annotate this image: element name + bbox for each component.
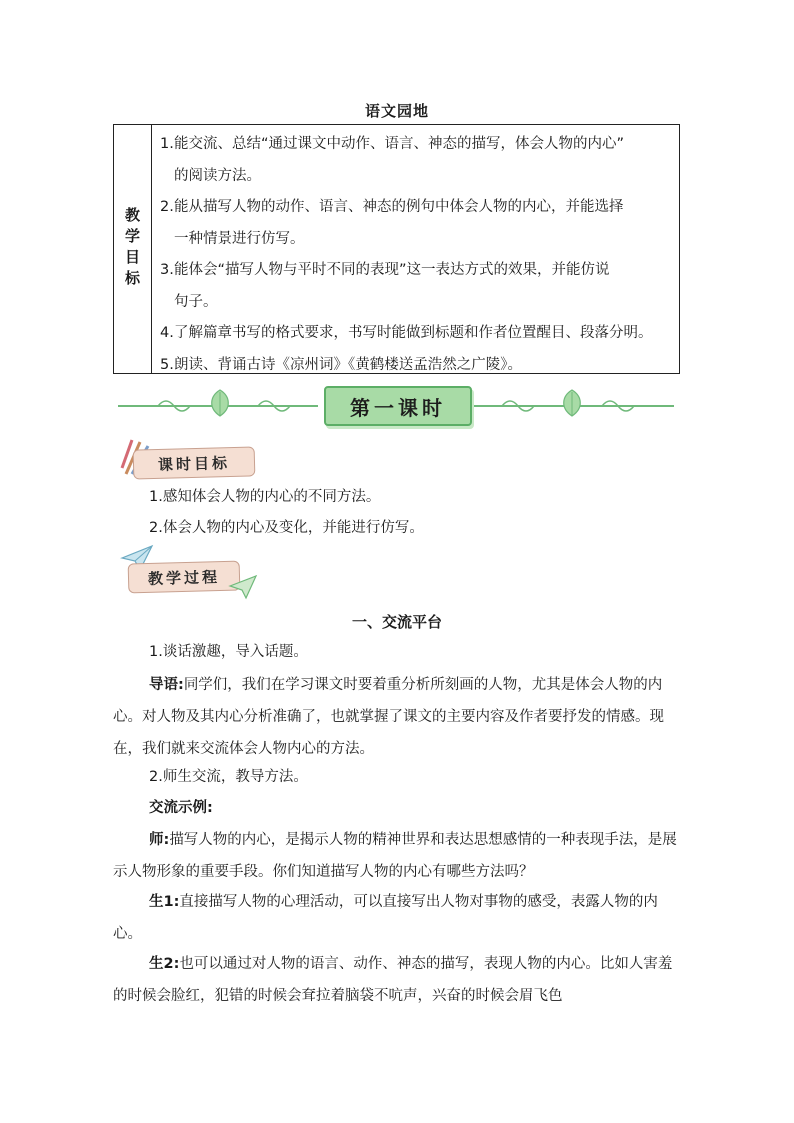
- paper-plane-icon: [228, 574, 258, 600]
- objective-number: 1.: [160, 136, 174, 152]
- objective-line: 朗读、背诵古诗《凉州词》《黄鹤楼送孟浩然之广陵》。: [174, 356, 522, 373]
- dialogue-text: 描写人物的内心，是揭示人物的精神世界和表达思想感情的一种表现手法，是展示人物形象的重要手段。你们知道描写人物的内心有哪些方法吗？: [113, 832, 677, 880]
- objective-line: 能交流、总结“通过课文中动作、语言、神态的描写，体会人物的内心”: [174, 136, 625, 152]
- speaker-label: 生2:: [149, 956, 180, 972]
- objective-item: [160, 192, 673, 255]
- objective-line: 句子。: [174, 293, 218, 310]
- objective-number: 4.: [160, 325, 174, 341]
- objective-line: 了解篇章书写的格式要求，书写时能做到标题和作者位置醒目、段落分明。: [174, 325, 653, 341]
- objective-number: 5.: [160, 356, 174, 373]
- objective-number: 3.: [160, 262, 174, 278]
- objective-line: 的阅读方法。: [174, 167, 261, 184]
- page-title: 语文园地: [364, 102, 429, 120]
- objective-item: [160, 255, 673, 318]
- lesson-banner-title: 第一课时: [324, 386, 472, 426]
- intro-label: 导语:: [149, 677, 184, 693]
- objectives-label-cell: [114, 125, 152, 373]
- objective-line: 能体会“描写人物与平时不同的表现”这一表达方式的效果，并能仿说: [174, 262, 610, 278]
- section-heading: 一、交流平台: [351, 613, 442, 631]
- dialogue-text: 直接描写人物的心理活动，可以直接写出人物对事物的感受，表露人物的内心。: [113, 894, 658, 942]
- speaker-label: 生1:: [149, 894, 180, 910]
- lesson-goal-item: 1.感知体会人物的内心的不同方法。: [149, 489, 381, 505]
- dialogue-paragraph: [113, 886, 683, 950]
- dialogue-text: 也可以通过对人物的语言、动作、神态的描写，表现人物的内心。比如人害羞的时候会脸红，犯错的时候会耷拉着脑袋不吭声，兴奋的时候会眉飞色: [113, 956, 673, 1004]
- teaching-process-tag: 教学过程: [128, 561, 241, 594]
- speaker-label: 师:: [149, 832, 170, 848]
- example-label: 交流示例:: [149, 800, 213, 816]
- dialogue-paragraph: [113, 824, 683, 888]
- objectives-label: 教学目标: [123, 207, 141, 291]
- dialogue-paragraph: [113, 948, 683, 1012]
- objective-number: 2.: [160, 199, 174, 215]
- step-text: 2.师生交流，教导方法。: [149, 769, 308, 785]
- objective-item: [160, 350, 673, 382]
- lesson-goal-item: 2.体会人物的内心及变化，并能进行仿写。: [149, 520, 424, 536]
- lesson-banner: [118, 386, 674, 426]
- lesson-goals-tag: 课时目标: [133, 446, 256, 479]
- objective-line: 一种情景进行仿写。: [174, 230, 305, 247]
- objectives-table: [113, 124, 680, 374]
- objective-item: [160, 318, 673, 350]
- objective-line: 能从描写人物的动作、语言、神态的例句中体会人物的内心，并能选择: [174, 199, 624, 215]
- objectives-list: [152, 125, 679, 373]
- objective-item: [160, 129, 673, 192]
- intro-text: 同学们，我们在学习课文时要着重分析所刻画的人物，尤其是体会人物的内心。对人物及其内心分析准确了，也就掌握了课文的主要内容及作者要抒发的情感。现在，我们就来交流体会人物内心的方法。: [113, 677, 664, 757]
- step-text: 1.谈话激趣，导入话题。: [149, 644, 308, 660]
- intro-paragraph: [113, 669, 683, 765]
